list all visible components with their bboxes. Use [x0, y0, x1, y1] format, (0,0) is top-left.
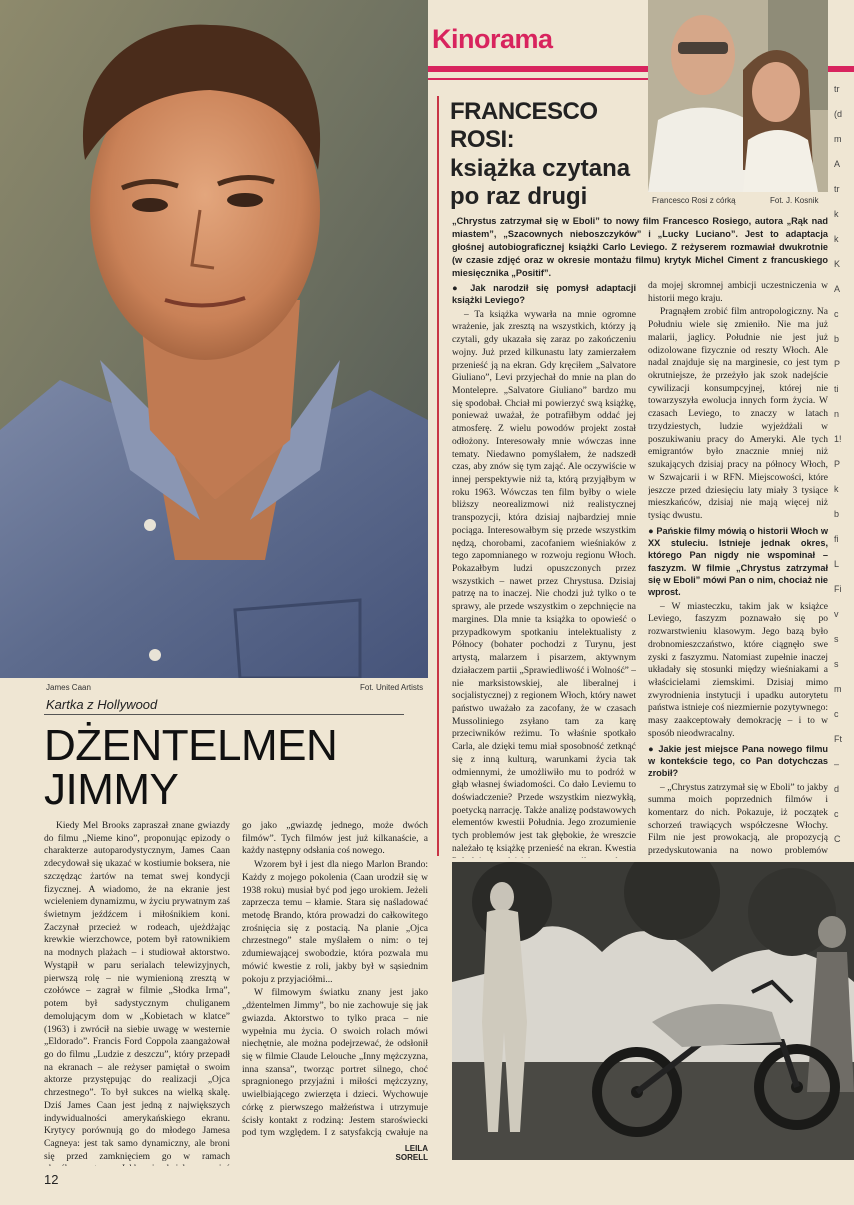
signature-line2: SORELL: [395, 1152, 428, 1162]
strip-fragment: tr: [834, 184, 840, 194]
strip-fragment: tr: [834, 84, 840, 94]
strip-fragment: P: [834, 359, 841, 369]
rosi-col2: [648, 280, 828, 858]
rosi-photo-caption: Francesco Rosi z córką: [652, 196, 736, 205]
rosi-answer-1: – Ta książka wywarła na mnie ogromne wrażenie, jak zresztą na wszystkich, którzy ją czytali, gdy ukazała się zaraz po zakończeniu wojny. Już przed kilkunastu laty zamierzałem przenieść ją na ekran. Gdy kręciłem „Salvatore Giuliano”, Levi przyjechał do mnie na plan do Montelepre. „Salvatore Giuliano” bardzo mu się spodobał. Chciał mi powierzyć swą książkę, ponieważ uważał, że potrafiłbym oddać jej atmosferę. Z wielu powodów projekt został odłożony. Interesowały mnie wówczas inne tematy. Niedawno pomyślałem, że nadszedł czas, aby znów się tym zająć. Ale oczywiście w innej perspektywie niż ta, którą przyjąłbym w roku 1963. Wówczas ten film byłby o wiele bliższy neorealizmowi niż realistycznej transpozycji, która dzisiaj najbardziej mnie pociąga. Interesowałbym się przede wszystkim nędzą, chorobami, zacofaniem wieśniaków z tego zapomnianego w rozwoju regionu Włoch. Pokazałbym ludzi opuszczonych przez wszystkich – nawet przez Chrystusa. Dzisiaj patrzę na to inaczej. Nie chodzi już tylko o te sprawy, ale przede wszystkim o zepchnięcie na margines. Dla mnie ta książka to opowieść o przypadkowym spotkaniu intelektualisty z Północy (bohater pochodzi z Turynu, jest artystą, malarzem i pisarzem, aktywnym działaczem partii „Sprawiedliwość i Wolność” – nie marksistowskiej, ale liberalnej i socjalistycznej) z regionem Włoch, który nawet państwo uważało za zacofany, że w czasach Mussoliniego zsyłano tam za karę przeciwników reżimu. To właśnie spotkało Carla, ale dzięki temu miał sposobność zetknąć się z inną kulturą, warunkami życia tak odmiennymi, że umożliwiło mu to podróż w głąb własnej świadomości. Co dało Leviemu to doświadczenie? Przede wszystkim niezwykłą, poetycką narrację. Także analizę podstawowych elementów kwestii Południa. Jego zrozumienie tych problemów jest tak głębokie, że wreszcie należało tę książkę przenieść na ekran. Kwestia: [452, 309, 636, 854]
rosi-answer-2: – W miasteczku, takim jak w książce Leviego, faszyzm poznawało się po rozwarstwieniu klasowym. Jego bazą było drobnomieszczaństwo, które ciągnęło swe zyski z faszyzmu. Natomiast zupełnie inaczej układały się stosunki między wieśniakami a właścicielami ziemskimi. Dzisiaj mimo zwyrodnienia instytucji i upadku autorytetu państwa istnieje coś niezmiernie pozytywnego: masy zaakceptowały demokrację – i to w sposób nieodwracalny.: [648, 601, 828, 739]
section-title: Kinorama: [432, 24, 553, 54]
james-caan-photo: [0, 0, 428, 678]
strip-fragment: ti: [834, 384, 839, 394]
strip-fragment: c: [834, 809, 839, 819]
article-title-line1: DŻENTELMEN: [44, 721, 338, 770]
strip-fragment: P: [834, 459, 841, 469]
james-caan-photo-credit: Fot. United Artists: [360, 683, 424, 692]
strip-fragment: c: [834, 309, 839, 319]
strip-fragment: k: [834, 484, 839, 494]
kicker: Kartka z Hollywood: [46, 697, 158, 712]
rosi-question-1: ● Jak narodził się pomysł adaptacji książki Leviego?: [452, 282, 636, 307]
strip-fragment: Fi: [834, 584, 842, 594]
rosi-question-2: ● Pańskie filmy mówią o historii Włoch w XX stuleciu. Istnieje jednak okres, którego Pan nigdy nie wspominał – faszyzm. W filmie „Chrystus zatrzymał się w Eboli” mówi Pan o nim, chociaż nie wprost.: [648, 525, 828, 599]
rosi-title-line1: FRANCESCO ROSI:: [450, 98, 598, 154]
rosi-paragraph-2: Pragnąłem zrobić film antropologiczny. Na Południu wiele się zmieniło. Nie ma już malarii, jaglicy. Południe nie jest już odizolowane fizycznie od reszty Włoch. Ale nadal znajduje się na marginesie, co jest tym okrutniejsze, że przeżyło jak szok nadejście cywilizacji konsumpcyjnej, której nie towarzyszyła ewolucja innych form życia. W czasach Leviego, to znaczy w latach trzydziestych, ludzie wyjeżdżali w poszukiwaniu pracy do Ameryki. Ale tych emigrantów było znacznie mniej niż szukających dzisiaj pracy na północy Włoch, w Szwajcarii i w RFN. Miejscowości, które jeszcze przed dziesięciu laty miały 3 tysiące mieszkańców, dzisiaj nie mają więcej niż tysiąc dwustu.: [648, 307, 828, 521]
section-bar-thin: [428, 78, 648, 80]
article-title-line2: JIMMY: [44, 765, 179, 814]
section-bar: [428, 66, 648, 72]
strip-fragment: s: [834, 659, 839, 669]
strip-fragment: s: [834, 634, 839, 644]
strip-fragment: m: [834, 684, 842, 694]
left-col1-paragraph: Kiedy Mel Brooks zapraszał znane gwiazdy do filmu „Nieme kino”, proponując epizody o charakterze autoparodystycznym, James Caan zdecydował się ukazać w kostiumie boksera, nie szczędząc żartów na temat swej kondycji fizycznej. A wiadomo, że na ekranie jest wcieleniem dynamizmu, w życiu prywatnym zaś świetnym jeźdźcem i miłośnikiem koni. Zaczynał przecież w rodeach, ujeżdżając krewkie wierzchowce, potem był ratownikiem na modnych plażach – i studiował aktorstwo. Wystąpił w paru serialach telewizyjnych, pierwszą rolę – nie wymienioną zresztą w czołówce – zagrał w filmie „Słodka Irma”, potem był sadystycznym chuliganem demolującym dom w „Kobietach w klatce” (1963) i zwrócił na siebie uwagę w westernie „Eldorado”. Francis Ford Coppola zaangażował go do filmu „Ludzie z deszczu”, który przepadł na ekranach – ale reżyser pamiętał o swoim aktorze przystępując do realizacji „Ojca chrzestnego”. To był sukces na wielką skalę. Dziś James Caan jest jedną z największych indywidualności amerykańskiego ekranu. Krytycy porównują go do młodego Jamesa Cagneya: jest tak samo dynamiczny, ale broni się przed zamknięciem go w ramach: [44, 821, 230, 1162]
left-article-col2: [242, 820, 428, 1140]
strip-fragment: k: [834, 209, 839, 219]
rosi-lede: „Chrystus zatrzymał się w Eboli” to nowy film Francesco Rosiego, autora „Rąk nad miastem”, „Szacownych nieboszczyków” i „Lucky Luciano”. Jest to adaptacja głośnej autobiograficznej książki Carlo Leviego. Z reżyserem rozmawiał dwukrotnie (w czasie zdjęć oraz w okresie montażu filmu) krytyk Michel Ciment z francuskiego miesięcznika „Positif”.: [452, 216, 828, 278]
rosi-answer-1-cont: da mojej skromnej ambicji uczestniczenia w historii mego kraju.: [648, 281, 828, 304]
strip-fragment: Ft: [834, 734, 842, 744]
strip-fragment: b: [834, 334, 840, 344]
strip-fragment: 1!: [834, 434, 842, 444]
strip-fragment: k: [834, 234, 839, 244]
kicker-rule: [44, 714, 404, 715]
strip-fragment: m: [834, 134, 842, 144]
article-title: [44, 721, 338, 814]
article-divider: [437, 96, 439, 856]
signature: [370, 1145, 428, 1163]
right-strip-fragments: [832, 0, 854, 860]
motorcycle-scene-photo: [452, 862, 854, 1160]
strip-fragment: n: [834, 409, 840, 419]
strip-fragment: K: [834, 259, 841, 269]
rosi-title: [450, 98, 650, 211]
rosi-title-line2: książka czytana: [450, 154, 631, 182]
rosi-daughter-photo: [648, 0, 828, 192]
signature-line1: LEILA: [404, 1144, 428, 1153]
strip-fragment: b: [834, 509, 840, 519]
left-col2-paragraph-2: Wzorem był i jest dla niego Marlon Brando: Każdy z mojego pokolenia (Caan urodził się w 1938 roku) musiał być pod jego urokiem. Jeżeli zaprzecza temu – kłamie. Stara się naśladować metodę Brando, która prowadzi do całkowitego zrośnięcia się z postacią. Na planie „Ojca chrzestnego” stale myślałem o nim: o tej zdumiewającej swobodzie, która pozwala mu mówić kwestie z roli, jakby był w sąsiednim pokoju z przyjaciółmi...: [242, 860, 428, 985]
left-article-col1: [44, 820, 230, 1166]
strip-fragment: –: [834, 759, 840, 769]
rosi-question-3: ● Jakie jest miejsce Pana nowego filmu w kontekście tego, co Pan dotychczas zrobił?: [648, 743, 828, 780]
rosi-photo-credit: Fot. J. Kosnik: [770, 196, 819, 205]
strip-fragment: (d: [834, 109, 843, 119]
rosi-col1: [452, 280, 636, 858]
strip-fragment: c: [834, 709, 839, 719]
strip-fragment: C: [834, 834, 841, 844]
rosi-title-line3: po raz drugi: [450, 182, 588, 210]
left-col2-paragraph-3: W filmowym światku znany jest jako „dżentelmen Jimmy”, bo nie zachowuje się jak gwiazda. Aktorstwo to tylko praca – nie wypełnia mu życia. O swoich rolach mówi niechętnie, ale można podejrzewać, że odsłonił się w filmie Claude Lelouche „Inny mężczyzna, inna szansa”, tworząc portret silnego, choć spragnionego przyjaźni i miłości mężczyzny, uwielbiającego zwierzęta i dzieci. Wychowuje córkę z pierwszego małżeństwa i utrzymuje ścisły kontakt z rodziną: Jestem staroświecki pod tym względem. I z satysfakcją cwałuje na: [242, 988, 428, 1139]
strip-fragment: d: [834, 784, 840, 794]
strip-fragment: fi: [834, 534, 839, 544]
left-col2-paragraph-1: go jako „gwiazdę jednego, może dwóch filmów”. Tych filmów jest już kilkanaście, a każdy następny odsłania coś nowego.: [242, 821, 428, 857]
page-number: 12: [44, 1172, 59, 1187]
rosi-answer-3: – „Chrystus zatrzymał się w Eboli” to jakby summa moich poprzednich filmów i komentarz do nich. Pokazuje, iż początek schorzeń trawiących współczesne Włochy. Film nie jest prowokacją, ale propozycją przedyskutowania na nowo problemów: [648, 782, 828, 857]
strip-fragment: v: [834, 609, 839, 619]
strip-fragment: A: [834, 284, 841, 294]
strip-fragment: A: [834, 159, 841, 169]
james-caan-caption: James Caan: [46, 683, 91, 692]
strip-fragment: L: [834, 559, 840, 569]
